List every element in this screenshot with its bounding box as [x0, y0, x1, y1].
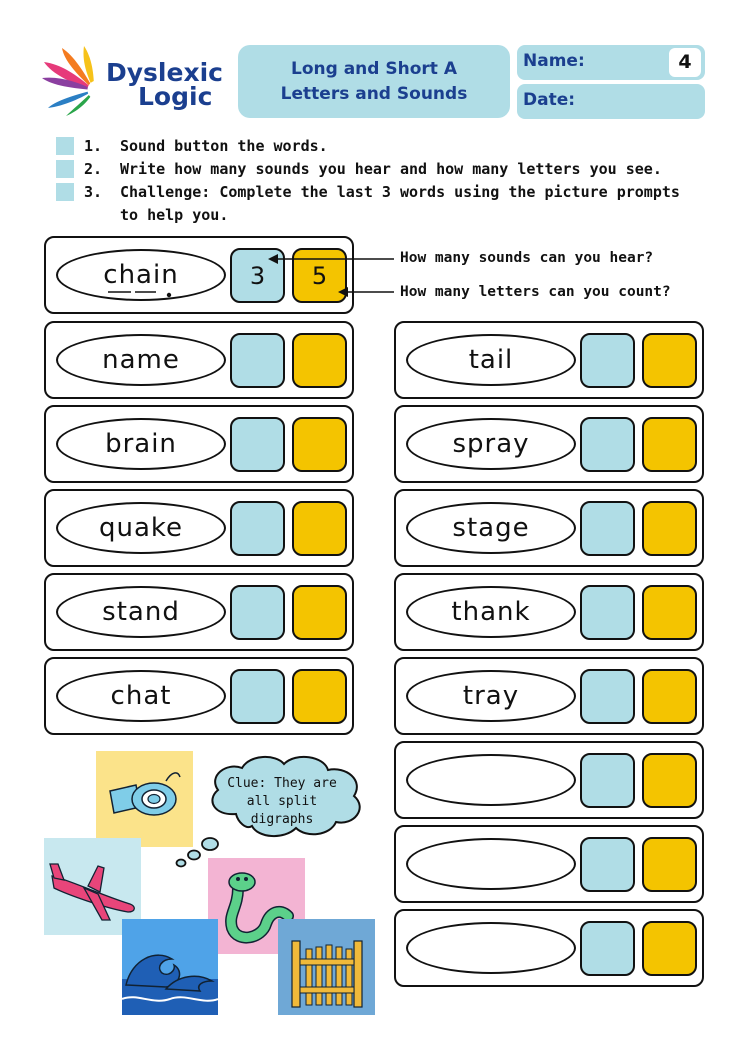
word-card — [44, 405, 354, 483]
instruction-number: 1. — [84, 137, 103, 155]
word-card — [44, 657, 354, 735]
page-number: 4 — [669, 48, 701, 77]
sounds-answer-box[interactable] — [580, 585, 635, 640]
instruction-3 — [56, 181, 706, 227]
sounds-answer-box[interactable] — [580, 501, 635, 556]
logo-word-logic: Logic — [138, 82, 213, 111]
worksheet-title — [238, 45, 510, 118]
letters-answer-box[interactable] — [292, 501, 347, 556]
instruction-text: Write how many sounds you hear and how many letters you see. — [120, 160, 662, 178]
instruction-number: 3. — [84, 183, 103, 201]
word-card — [44, 489, 354, 567]
word-card — [44, 573, 354, 651]
blank-word-card — [394, 825, 704, 903]
word-oval: tail — [406, 334, 576, 386]
instruction-number: 2. — [84, 160, 103, 178]
blank-word-card — [394, 741, 704, 819]
sounds-answer-box[interactable] — [580, 921, 635, 976]
bullet-square — [56, 160, 74, 178]
letters-answer-box[interactable] — [642, 753, 697, 808]
word-oval: stage — [406, 502, 576, 554]
logo-word-dyslexic: Dyslexic — [106, 58, 223, 87]
example-sounds-box: 3 — [230, 248, 285, 303]
sounds-answer-box[interactable] — [230, 417, 285, 472]
letters-answer-box[interactable] — [642, 417, 697, 472]
word-oval: quake — [56, 502, 226, 554]
letters-answer-box[interactable] — [642, 501, 697, 556]
word-card — [394, 657, 704, 735]
sounds-answer-box[interactable] — [230, 501, 285, 556]
word-oval: stand — [56, 586, 226, 638]
sounds-answer-box[interactable] — [580, 669, 635, 724]
name-field[interactable] — [517, 45, 705, 80]
letters-answer-box[interactable] — [642, 837, 697, 892]
letters-answer-box[interactable] — [642, 921, 697, 976]
clue-text: Clue: They are all split digraphs — [227, 776, 337, 827]
gate-picture — [278, 919, 375, 1015]
prompt-arrows — [262, 248, 402, 298]
letters-answer-box[interactable] — [292, 417, 347, 472]
word-card — [394, 489, 704, 567]
sounds-question: How many sounds can you hear? — [400, 250, 654, 266]
dyslexic-logic-logo — [42, 44, 232, 116]
word-oval: tray — [406, 670, 576, 722]
word-oval: chat — [56, 670, 226, 722]
name-label: Name: — [523, 51, 585, 71]
letters-answer-box[interactable] — [642, 585, 697, 640]
example-word: chain — [103, 260, 179, 290]
bullet-square — [56, 183, 74, 201]
instruction-1 — [56, 135, 706, 158]
blank-word-oval[interactable] — [406, 922, 576, 974]
sounds-answer-box[interactable] — [580, 333, 635, 388]
tape-picture — [96, 751, 193, 847]
date-label: Date: — [523, 90, 576, 110]
word-oval: name — [56, 334, 226, 386]
sounds-answer-box[interactable] — [230, 333, 285, 388]
date-field[interactable] — [517, 84, 705, 119]
title-line-2: Letters and Sounds — [280, 83, 468, 104]
sounds-answer-box[interactable] — [580, 417, 635, 472]
word-card — [394, 573, 704, 651]
sounds-answer-box[interactable] — [230, 585, 285, 640]
logo-feather-icon — [42, 44, 112, 116]
example-letters-box: 5 — [292, 248, 347, 303]
word-oval: brain — [56, 418, 226, 470]
letters-answer-box[interactable] — [292, 333, 347, 388]
letters-answer-box[interactable] — [642, 669, 697, 724]
instruction-text: Challenge: Complete the last 3 words using the picture prompts to help you. — [120, 183, 680, 224]
sounds-answer-box[interactable] — [580, 753, 635, 808]
wave-picture — [122, 919, 218, 1015]
word-card — [394, 405, 704, 483]
title-line-1: Long and Short A — [291, 58, 457, 79]
word-card — [394, 321, 704, 399]
sounds-answer-box[interactable] — [230, 669, 285, 724]
word-card — [44, 321, 354, 399]
letters-answer-box[interactable] — [292, 585, 347, 640]
letters-answer-box[interactable] — [642, 333, 697, 388]
blank-word-card — [394, 909, 704, 987]
blank-word-oval[interactable] — [406, 754, 576, 806]
thought-bubble-tail — [170, 836, 220, 870]
sounds-answer-box[interactable] — [580, 837, 635, 892]
instruction-text: Sound button the words. — [120, 137, 328, 155]
sound-buttons — [104, 288, 184, 300]
bullet-square — [56, 137, 74, 155]
word-oval: thank — [406, 586, 576, 638]
instruction-2 — [56, 158, 706, 181]
letters-question: How many letters can you count? — [400, 284, 671, 300]
word-oval: spray — [406, 418, 576, 470]
blank-word-oval[interactable] — [406, 838, 576, 890]
letters-answer-box[interactable] — [292, 669, 347, 724]
